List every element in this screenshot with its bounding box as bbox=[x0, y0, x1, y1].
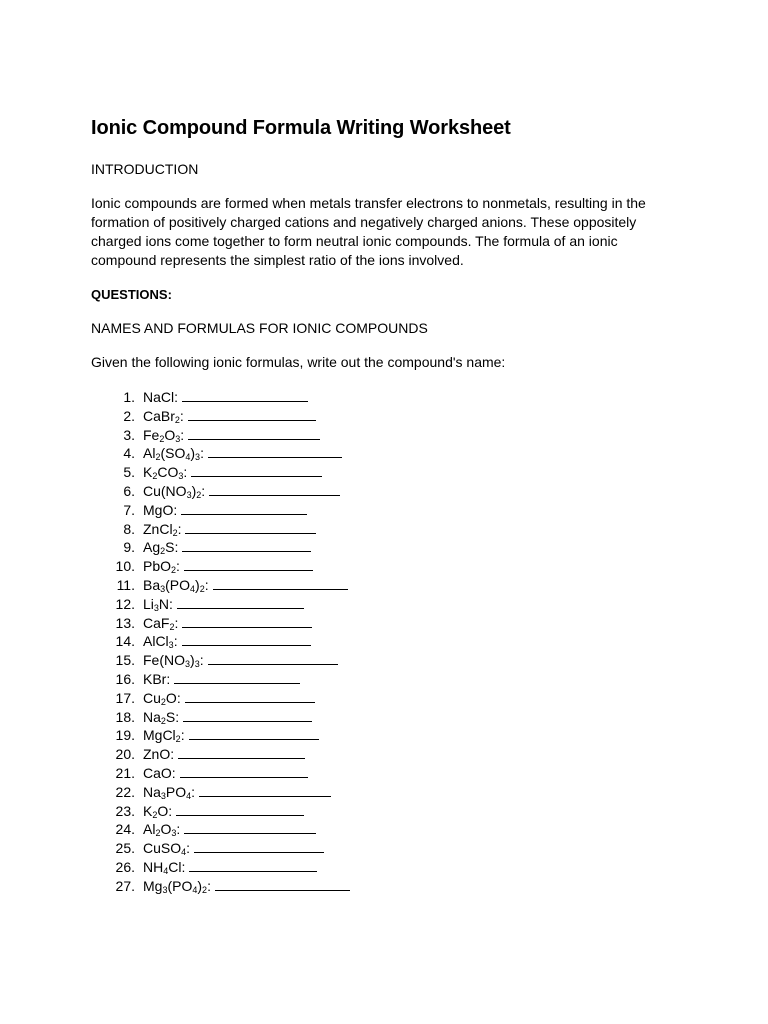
formula-colon: : bbox=[191, 783, 196, 800]
formula-text: Cu bbox=[143, 689, 161, 706]
question-list bbox=[91, 388, 350, 896]
question-number: 21. bbox=[115, 764, 135, 781]
formula-colon: : bbox=[174, 539, 179, 556]
answer-blank[interactable] bbox=[213, 577, 348, 590]
formula-text: KBr bbox=[143, 670, 167, 687]
question-item bbox=[91, 708, 350, 727]
formula-subscript: 3 bbox=[160, 790, 166, 801]
question-number: 1. bbox=[123, 389, 135, 405]
formula-text: ) bbox=[191, 482, 197, 499]
formula-colon: : bbox=[204, 576, 209, 593]
question-number: 7. bbox=[123, 501, 135, 518]
formula-colon: : bbox=[199, 652, 204, 669]
question-number: 16. bbox=[115, 670, 135, 687]
question-item bbox=[91, 388, 350, 407]
formula-text: CaF bbox=[143, 614, 170, 631]
question-item bbox=[91, 482, 350, 501]
question-item bbox=[91, 689, 350, 708]
formula-subscript: 3 bbox=[195, 452, 201, 463]
question-item bbox=[91, 726, 350, 745]
question-item bbox=[91, 783, 350, 802]
formula-colon: : bbox=[176, 558, 180, 575]
question-item bbox=[91, 426, 350, 445]
formula-text: O bbox=[164, 426, 176, 443]
answer-blank[interactable] bbox=[176, 803, 304, 816]
compound-formula bbox=[143, 802, 172, 821]
question-item bbox=[91, 538, 350, 557]
answer-blank[interactable] bbox=[194, 840, 324, 853]
formula-text: Fe(NO bbox=[143, 652, 185, 669]
formula-subscript: 2 bbox=[152, 809, 158, 820]
formula-colon: : bbox=[177, 520, 182, 537]
answer-blank[interactable] bbox=[174, 671, 300, 684]
question-item bbox=[91, 745, 350, 764]
answer-blank[interactable] bbox=[184, 821, 316, 834]
intro-line: Ionic compounds are formed when metals transfer electrons to nonmetals, resulting in the bbox=[91, 195, 646, 211]
question-number: 9. bbox=[123, 539, 135, 556]
question-item bbox=[91, 557, 350, 576]
compound-formula bbox=[143, 689, 181, 708]
formula-colon: : bbox=[168, 802, 173, 819]
question-item bbox=[91, 463, 350, 482]
question-number: 23. bbox=[115, 802, 135, 819]
formula-text: Ag bbox=[143, 539, 161, 556]
formula-colon: : bbox=[175, 708, 180, 725]
compound-formula bbox=[143, 557, 180, 576]
formula-colon: : bbox=[173, 633, 178, 650]
formula-text: S bbox=[165, 539, 175, 556]
question-number: 26. bbox=[115, 858, 135, 875]
formula-subscript: 3 bbox=[178, 471, 184, 482]
compound-formula bbox=[143, 764, 176, 783]
formula-colon: : bbox=[180, 727, 185, 744]
compound-formula bbox=[143, 877, 211, 896]
formula-text: O bbox=[160, 821, 172, 838]
formula-colon: : bbox=[200, 445, 204, 462]
formula-text: O bbox=[157, 802, 169, 819]
formula-colon: : bbox=[170, 746, 175, 763]
question-number: 12. bbox=[115, 595, 135, 612]
question-number: 15. bbox=[115, 652, 135, 669]
question-number: 19. bbox=[115, 727, 135, 744]
question-item bbox=[91, 444, 350, 463]
answer-blank[interactable] bbox=[199, 784, 331, 797]
question-number: 20. bbox=[115, 746, 135, 763]
answer-blank[interactable] bbox=[215, 878, 350, 891]
question-number: 14. bbox=[115, 633, 135, 650]
formula-text: (PO bbox=[165, 576, 191, 593]
answer-blank[interactable] bbox=[182, 539, 311, 552]
question-item bbox=[91, 651, 350, 670]
formula-text: ) bbox=[190, 445, 196, 462]
answer-blank[interactable] bbox=[188, 408, 316, 421]
question-item bbox=[91, 407, 350, 426]
compound-formula bbox=[143, 632, 178, 651]
compound-formula bbox=[143, 745, 174, 764]
formula-subscript: 3 bbox=[171, 828, 177, 839]
formula-text: ZnO bbox=[143, 746, 171, 763]
formula-subscript: 2 bbox=[202, 884, 208, 895]
formula-text: (PO bbox=[167, 877, 193, 894]
questions-heading: QUESTIONS: bbox=[91, 287, 172, 302]
formula-subscript: 4 bbox=[163, 865, 169, 876]
formula-subscript: 2 bbox=[171, 565, 177, 576]
formula-subscript: 4 bbox=[192, 884, 198, 895]
formula-text: CuSO bbox=[143, 840, 182, 857]
question-item bbox=[91, 764, 350, 783]
question-number: 3. bbox=[123, 426, 135, 443]
question-number: 13. bbox=[115, 614, 135, 631]
formula-text: AlCl bbox=[143, 633, 169, 650]
formula-subscript: 3 bbox=[168, 640, 174, 651]
formula-subscript: 4 bbox=[181, 847, 187, 858]
formula-subscript: 2 bbox=[155, 828, 161, 839]
formula-subscript: 3 bbox=[194, 659, 200, 670]
formula-subscript: 2 bbox=[160, 715, 166, 726]
answer-blank[interactable] bbox=[184, 558, 313, 571]
formula-subscript: 2 bbox=[160, 546, 166, 557]
question-item bbox=[91, 614, 350, 633]
answer-blank[interactable] bbox=[178, 746, 305, 759]
formula-text: CO bbox=[157, 464, 179, 481]
formula-subscript: 2 bbox=[172, 527, 178, 538]
formula-colon: : bbox=[174, 389, 179, 405]
question-item bbox=[91, 802, 350, 821]
formula-text: ) bbox=[195, 576, 200, 593]
formula-subscript: 3 bbox=[175, 433, 181, 444]
question-number: 6. bbox=[123, 482, 135, 499]
formula-subscript: 2 bbox=[155, 452, 161, 463]
answer-blank[interactable] bbox=[189, 727, 319, 740]
intro-line: charged ions come together to form neutral ionic compounds. The formula of an ionic bbox=[91, 233, 618, 249]
question-number: 5. bbox=[123, 464, 135, 481]
question-item bbox=[91, 595, 350, 614]
formula-subscript: 2 bbox=[196, 489, 202, 500]
page-title: Ionic Compound Formula Writing Worksheet bbox=[91, 117, 511, 139]
section-heading: NAMES AND FORMULAS FOR IONIC COMPOUNDS bbox=[91, 320, 428, 336]
formula-subscript: 2 bbox=[159, 433, 165, 444]
formula-text: CaO bbox=[143, 764, 172, 781]
formula-text: NH bbox=[143, 858, 164, 875]
compound-formula bbox=[143, 595, 173, 614]
answer-blank[interactable] bbox=[208, 445, 342, 458]
compound-formula bbox=[143, 501, 177, 520]
compound-formula bbox=[143, 520, 181, 539]
formula-text: ) bbox=[190, 652, 195, 669]
compound-formula bbox=[143, 670, 170, 689]
compound-formula bbox=[143, 444, 204, 463]
formula-text: S bbox=[165, 708, 176, 725]
question-item bbox=[91, 670, 350, 689]
formula-text: Al bbox=[143, 821, 156, 838]
question-number: 22. bbox=[115, 783, 135, 800]
introduction-paragraph bbox=[91, 194, 651, 270]
formula-colon: : bbox=[174, 614, 179, 631]
formula-subscript: 3 bbox=[185, 659, 191, 670]
compound-formula bbox=[143, 726, 185, 745]
compound-formula bbox=[143, 538, 178, 557]
answer-blank[interactable] bbox=[182, 615, 312, 628]
answer-blank[interactable] bbox=[208, 652, 338, 665]
question-number: 24. bbox=[115, 821, 135, 838]
formula-subscript: 4 bbox=[190, 583, 196, 594]
compound-formula bbox=[143, 407, 184, 426]
formula-text: O bbox=[165, 689, 177, 706]
instruction-text: Given the following ionic formulas, write out the compound's name: bbox=[91, 354, 506, 370]
formula-text: Fe bbox=[143, 426, 160, 443]
compound-formula bbox=[143, 783, 195, 802]
formula-colon: : bbox=[166, 670, 171, 687]
question-number: 27. bbox=[115, 877, 135, 894]
formula-text: PO bbox=[165, 783, 187, 800]
question-item bbox=[91, 632, 350, 651]
formula-text: (SO bbox=[160, 445, 186, 462]
answer-blank[interactable] bbox=[188, 427, 320, 440]
formula-subscript: 2 bbox=[160, 696, 166, 707]
compound-formula bbox=[143, 858, 185, 877]
compound-formula bbox=[143, 426, 184, 445]
compound-formula bbox=[143, 614, 178, 633]
formula-text: K bbox=[143, 464, 153, 481]
formula-text: Cu(NO bbox=[143, 482, 187, 499]
compound-formula bbox=[143, 651, 204, 670]
answer-blank[interactable] bbox=[183, 709, 312, 722]
answer-blank[interactable] bbox=[185, 521, 316, 534]
compound-formula bbox=[143, 482, 205, 501]
formula-text: CaBr bbox=[143, 407, 175, 424]
question-item bbox=[91, 501, 350, 520]
formula-text: MgO bbox=[143, 501, 174, 518]
formula-subscript: 3 bbox=[153, 602, 159, 613]
answer-blank[interactable] bbox=[185, 690, 315, 703]
formula-colon: : bbox=[186, 840, 191, 857]
question-item bbox=[91, 839, 350, 858]
question-number: 8. bbox=[123, 520, 135, 537]
question-number: 18. bbox=[115, 708, 135, 725]
formula-colon: : bbox=[173, 501, 178, 518]
formula-text: NaCl bbox=[143, 389, 175, 405]
question-number: 11. bbox=[116, 576, 135, 593]
question-item bbox=[91, 877, 350, 896]
compound-formula bbox=[143, 820, 180, 839]
formula-colon: : bbox=[176, 689, 181, 706]
answer-blank[interactable] bbox=[182, 389, 308, 402]
formula-colon: : bbox=[169, 595, 173, 612]
question-number: 25. bbox=[115, 840, 135, 857]
formula-subscript: 4 bbox=[185, 452, 191, 463]
formula-subscript: 2 bbox=[152, 471, 158, 482]
formula-text: Na bbox=[143, 783, 161, 800]
formula-subscript: 3 bbox=[162, 884, 168, 895]
formula-text: ) bbox=[197, 877, 203, 894]
formula-text: Cl bbox=[168, 858, 182, 875]
formula-subscript: 2 bbox=[169, 621, 175, 632]
intro-line: formation of positively charged cations and negatively charged anions. These oppositely bbox=[91, 214, 637, 230]
formula-subscript: 2 bbox=[174, 414, 180, 425]
question-item bbox=[91, 858, 350, 877]
formula-subscript: 3 bbox=[186, 489, 192, 500]
formula-colon: : bbox=[207, 877, 211, 894]
compound-formula bbox=[143, 576, 209, 595]
formula-text: MgCl bbox=[143, 727, 176, 744]
formula-colon: : bbox=[201, 482, 206, 499]
formula-colon: : bbox=[183, 464, 188, 481]
answer-blank[interactable] bbox=[189, 859, 317, 872]
formula-text: K bbox=[143, 802, 153, 819]
formula-text: Al bbox=[143, 445, 156, 462]
formula-text: PbO bbox=[143, 558, 172, 575]
question-item bbox=[91, 576, 350, 595]
compound-formula bbox=[143, 839, 190, 858]
compound-formula bbox=[143, 463, 187, 482]
compound-formula bbox=[143, 388, 178, 407]
formula-subscript: 4 bbox=[186, 790, 192, 801]
formula-text: Ba bbox=[143, 576, 161, 593]
formula-text: N bbox=[158, 595, 170, 612]
formula-subscript: 2 bbox=[199, 583, 205, 594]
formula-colon: : bbox=[180, 426, 185, 443]
formula-colon: : bbox=[176, 821, 181, 838]
formula-subscript: 3 bbox=[160, 583, 166, 594]
formula-colon: : bbox=[181, 858, 186, 875]
formula-text: Li bbox=[143, 595, 154, 612]
question-number: 17. bbox=[115, 689, 135, 706]
answer-blank[interactable] bbox=[209, 483, 340, 496]
answer-blank[interactable] bbox=[191, 464, 322, 477]
formula-text: Na bbox=[143, 708, 161, 725]
introduction-heading: INTRODUCTION bbox=[91, 161, 199, 177]
answer-blank[interactable] bbox=[181, 502, 307, 515]
question-number: 4. bbox=[123, 445, 135, 462]
formula-subscript: 2 bbox=[175, 734, 181, 745]
intro-line: compound represents the simplest ratio of the ions involved. bbox=[91, 252, 464, 268]
question-item bbox=[91, 820, 350, 839]
formula-text: Mg bbox=[143, 877, 163, 894]
answer-blank[interactable] bbox=[177, 596, 304, 609]
answer-blank[interactable] bbox=[180, 765, 308, 778]
answer-blank[interactable] bbox=[182, 633, 311, 646]
question-number: 10. bbox=[115, 558, 135, 575]
question-number: 2. bbox=[123, 407, 135, 424]
formula-colon: : bbox=[171, 764, 176, 781]
formula-text: ZnCl bbox=[143, 520, 173, 537]
compound-formula bbox=[143, 708, 179, 727]
question-item bbox=[91, 520, 350, 539]
formula-colon: : bbox=[179, 407, 184, 424]
